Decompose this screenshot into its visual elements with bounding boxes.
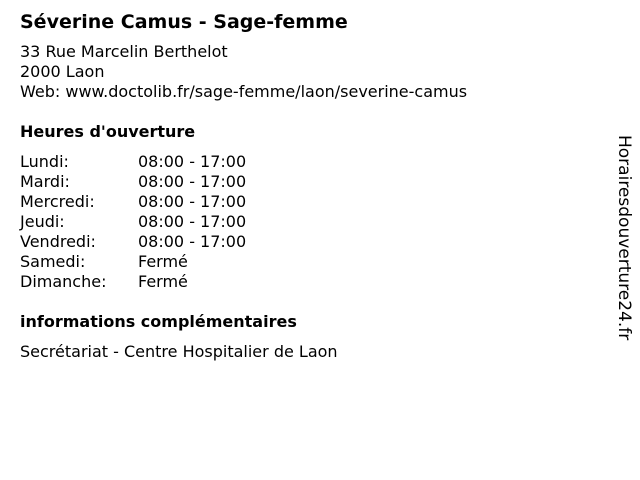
opening-hours-table bbox=[20, 152, 246, 292]
page-title: Séverine Camus - Sage-femme bbox=[20, 11, 348, 33]
website-line: Web: www.doctolib.fr/sage-femme/laon/severine-camus bbox=[20, 82, 468, 101]
day-label: Jeudi: bbox=[20, 212, 65, 231]
day-hours: Fermé bbox=[138, 252, 188, 271]
address-block bbox=[20, 42, 600, 102]
listing-page bbox=[20, 10, 600, 362]
day-hours: 08:00 - 17:00 bbox=[138, 172, 247, 191]
day-hours: 08:00 - 17:00 bbox=[138, 212, 247, 231]
additional-info-heading: informations complémentaires bbox=[20, 312, 297, 331]
day-hours: Fermé bbox=[138, 272, 188, 291]
day-hours: 08:00 - 17:00 bbox=[138, 152, 247, 171]
site-watermark: Horairesdouverture24.fr bbox=[614, 135, 634, 341]
street-address: 33 Rue Marcelin Berthelot bbox=[20, 42, 228, 61]
day-label: Dimanche: bbox=[20, 272, 107, 291]
day-hours: 08:00 - 17:00 bbox=[138, 192, 247, 211]
hours-row-friday bbox=[20, 232, 246, 252]
day-label: Mardi: bbox=[20, 172, 70, 191]
opening-hours-heading: Heures d'ouverture bbox=[20, 122, 196, 141]
day-label: Samedi: bbox=[20, 252, 86, 271]
additional-info-text: Secrétariat - Centre Hospitalier de Laon bbox=[20, 342, 338, 361]
day-label: Mercredi: bbox=[20, 192, 95, 211]
day-label: Lundi: bbox=[20, 152, 69, 171]
day-label: Vendredi: bbox=[20, 232, 96, 251]
hours-row-monday bbox=[20, 152, 246, 172]
city-address: 2000 Laon bbox=[20, 62, 105, 81]
hours-row-saturday bbox=[20, 252, 246, 272]
hours-row-wednesday bbox=[20, 192, 246, 212]
day-hours: 08:00 - 17:00 bbox=[138, 232, 247, 251]
hours-row-thursday bbox=[20, 212, 246, 232]
hours-row-tuesday bbox=[20, 172, 246, 192]
hours-row-sunday bbox=[20, 272, 246, 292]
